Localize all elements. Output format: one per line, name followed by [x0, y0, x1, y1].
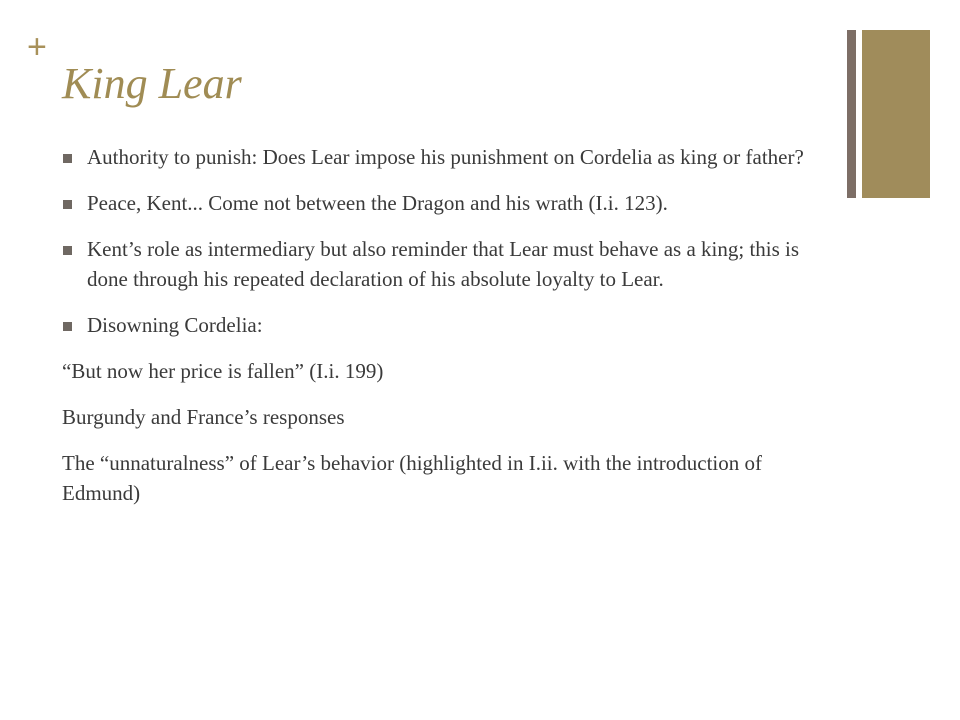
sub-line: Burgundy and France’s responses: [62, 405, 345, 429]
sub-line: “But now her price is fallen” (I.i. 199): [62, 359, 384, 383]
bullet-item: [62, 234, 842, 294]
bullet-text: Authority to punish: Does Lear impose his punishment on Cordelia as king or father?: [87, 145, 804, 169]
bullet-text: Disowning Cordelia:: [87, 313, 263, 337]
bullet-square-icon: [63, 200, 72, 209]
accent-bar-wide: [862, 30, 930, 198]
bullet-text: Peace, Kent... Come not between the Dragon and his wrath (I.i. 123).: [87, 191, 668, 215]
plus-icon: +: [27, 28, 47, 66]
bullet-item: [62, 310, 842, 340]
bullet-item: [62, 188, 842, 218]
bullet-square-icon: [63, 322, 72, 331]
bullet-text: Kent’s role as intermediary but also reminder that Lear must behave as a king; this is done through his repeated declaration of his absolute loyalty to Lear.: [87, 237, 800, 291]
bullet-square-icon: [63, 154, 72, 163]
accent-bar-thin: [847, 30, 856, 198]
slide-body: [62, 142, 842, 524]
bullet-square-icon: [63, 246, 72, 255]
sub-line: The “unnaturalness” of Lear’s behavior (highlighted in I.ii. with the introduction of Edmund): [62, 451, 763, 505]
bullet-item: [62, 142, 842, 172]
slide-title: King Lear: [62, 59, 242, 108]
